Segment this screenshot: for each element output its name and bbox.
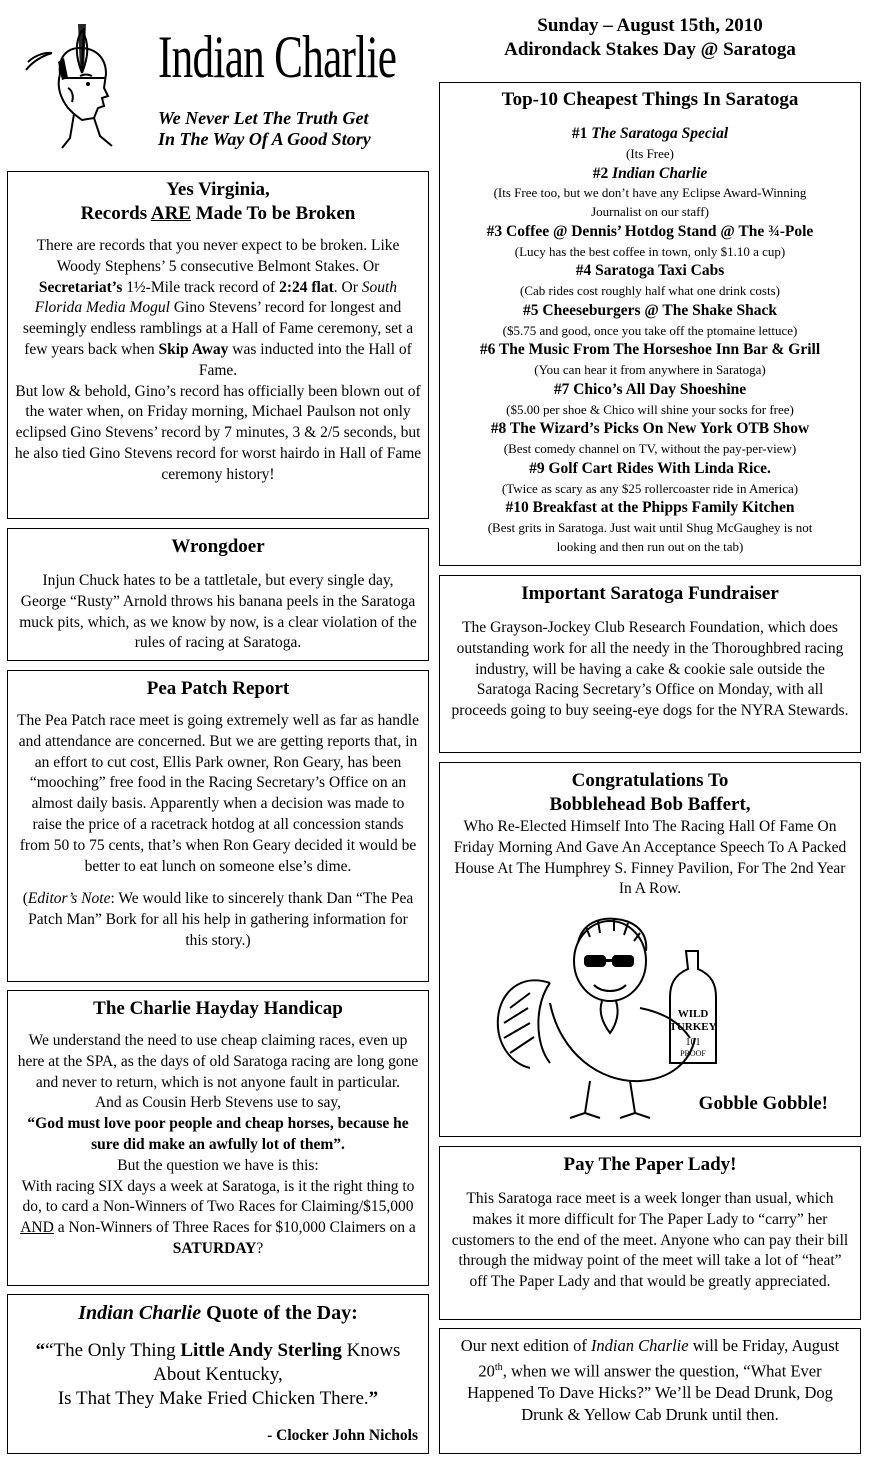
records-body-2: But low & behold, Gino’s record has officially been blown out of the water when, on Friday morning, Michael Paulson not only eclipsed Gino Stevens’ record by 7 minutes, 3 & 2/5 seconds, but he also tied Gino Stevens record for worst hairdo in Hall of Fame ceremony history! [14,382,422,483]
hayday-p4: With racing SIX days a week at Saratoga, is it the right thing to do, to card a Non-Winners of Two Races for Claiming/$15,000 AND a Non-Winners of Three Races for $10,000 Claimers on a SATURDAY? [20,1177,416,1257]
top10-item-note: ($5.00 per shoe & Chico will shine your socks for free) [506,401,794,417]
bottle-label-1: WILD [677,1008,709,1020]
paper-lady-title: Pay The Paper Lady! [563,1154,737,1175]
bottle-label-3: 101 [685,1037,701,1048]
top10-article [439,82,861,566]
quote-of-the-day [7,1294,429,1454]
congrats-body: Who Re-Elected Himself Into The Racing Hall Of Fame On Friday Morning And Gave An Acceptance Speech To A Packed House At The Humphrey S. Finney Pavilion, For The 2nd Year In A Row. [453,818,847,898]
dateline-event: Adirondack Stakes Day @ Saratoga [504,38,796,60]
congrats-article [439,762,861,1137]
top10-item-note: (Cab rides cost roughly half what one drink costs) [520,283,780,298]
masthead-title: Indian Charlie [158,24,397,90]
pea-patch-editor-note: (Editor’s Note: We would like to sincerely thank Dan “The Pea Patch Man” Bork for all his help in gathering information for this story.) [22,890,414,949]
records-article [7,171,429,519]
wrongdoer-title: Wrongdoer [171,536,265,557]
records-body: There are records that you never expect to be broken. Like Woody Stephens’ 5 consecutive Belmont Stakes. Or Secretariat’s 1½-Mile track record of 2:24 flat. Or South Florida Media Mogul Gino Stevens’ record for longest and seemingly endless ramblings at a Hall of Fame ceremony, set a few years back when Skip Away was inducted into the Hall of Fame. [22,237,414,379]
wrongdoer-article [7,528,429,661]
top10-item-8: #8 The Wizard’s Picks On New York OTB Show [490,420,810,438]
top10-item-4: #4 Saratoga Taxi Cabs [575,262,725,280]
top10-list [444,124,856,556]
top10-item-3: #3 Coffee @ Dennis’ Hotdog Stand @ The ¾-Pole [486,222,814,240]
top10-item-note: (Best comedy channel on TV, without the pay-per-view) [503,441,797,456]
hayday-article [7,990,429,1286]
wrongdoer-body: Injun Chuck hates to be a tattletale, but every single day, George “Rusty” Arnold throws his banana peels in the Saratoga muck pits, which, as we know by now, is a clear violation of the rules of racing at Saratoga. [19,572,417,652]
top10-item-1: #1 The Saratoga Special [571,125,729,142]
top10-item-note: (Best grits in Saratoga. Just wait until Shug McGaughey is not looking and then run out on the tab) [487,520,813,554]
hayday-p1: We understand the need to use cheap claiming races, even up here at the SPA, as the days of old Saratoga racing are long gone and never to return, which is not anyone fault in particular. [17,1032,419,1091]
masthead-tagline [158,108,371,150]
top10-item-6: #6 The Music From The Horseshoe Inn Bar & Grill [479,341,821,359]
dateline-date: Sunday – August 15th, 2010 [537,15,763,36]
top10-item-note: (Lucy has the best coffee in town, only $1.10 a cup) [514,243,786,259]
bottle-label-2: TURKEY [669,1021,717,1033]
top10-item-7: #7 Chico’s All Day Shoeshine [553,380,747,398]
dateline [440,14,860,61]
top10-item-note: (Its Free too, but we don’t have any Eclipse Award-Winning Journalist on our staff) [493,185,807,219]
top10-item-note: (You can hear it from anywhere in Saratoga) [534,362,766,377]
hayday-p3: But the question we have is this: [117,1156,319,1174]
quote-text: ““The Only Thing Little Andy Sterling Knows About Kentucky, Is That They Make Fried Chicken There.” [35,1340,401,1409]
top10-item-note: ($5.75 and good, once you take off the ptomaine lettuce) [502,322,798,338]
pea-patch-body: The Pea Patch race meet is going extremely well as far as handle and attendance are concerned. But we are getting reports that, in an effort to cut cost, Ellis Park owner, Ron Geary, has been “mooching” free food in the Racing Secretary’s Office on an almost daily basis. Apparently when a decision was made to raise the price of a racetrack hotdog at all concession stands from 50 to 75 cents, that’s when Ron Geary decided it would be better to eat lunch on someone else’s dime. [17,712,419,875]
quote-title: Indian Charlie Quote of the Day: [78,1302,358,1324]
top10-item-10: #10 Breakfast at the Phipps Family Kitchen [505,499,795,517]
fundraiser-title: Important Saratoga Fundraiser [521,583,779,604]
fundraiser-article [439,575,861,753]
top10-item-2: #2 Indian Charlie [592,164,708,182]
next-edition-body: Our next edition of Indian Charlie will be Friday, August 20th, when we will answer the question, “What Ever Happened To Dave Hicks?” We’ll be Dead Drunk, Dog Drunk & Yellow Cab Drunk until then. [460,1336,840,1424]
top10-item-9: #9 Golf Cart Rides With Linda Rice. [529,459,771,477]
pea-patch-article [7,670,429,982]
indian-chief-logo [22,18,152,158]
quote-attribution: - Clocker John Nichols [267,1427,418,1444]
records-title: Yes Virginia, Records ARE Made To be Broken [80,179,356,224]
baffert-turkey-cartoon [490,913,760,1123]
top10-item-note: (Twice as scary as any $25 rollercoaster ride in America) [501,480,799,496]
masthead [0,0,430,165]
hayday-title: The Charlie Hayday Handicap [93,998,343,1019]
pea-patch-title: Pea Patch Report [146,678,290,699]
congrats-title: Congratulations To Bobblehead Bob Baffert, [549,770,751,815]
tagline-line-1: We Never Let The Truth Get [158,108,369,128]
hayday-p2: And as Cousin Herb Stevens use to say, [94,1094,342,1112]
top10-title: Top-10 Cheapest Things In Saratoga [501,89,799,110]
bottle-label-4: PROOF [680,1049,706,1058]
paper-lady-article [439,1146,861,1320]
tagline-line-2: In The Way Of A Good Story [158,129,371,149]
hayday-quote: “God must love poor people and cheap horses, because he sure did make an awfully lot of them”. [27,1115,409,1153]
top10-item-note: (Its Free) [625,145,674,161]
paper-lady-body: This Saratoga race meet is a week longer than usual, which makes it more difficult for The Paper Lady to “carry” her customers to the end of the meet. Anyone who can pay their bill through the midway point of the meet will take a lot of “heat” off The Paper Lady and that would be greatly appreciated. [451,1190,849,1291]
next-edition-notice [439,1328,861,1454]
congrats-caption: Gobble Gobble! [698,1093,828,1114]
top10-item-5: #5 Cheeseburgers @ The Shake Shack [523,301,777,319]
fundraiser-body: The Grayson-Jockey Club Research Foundation, which does outstanding work for all the needy in the Thoroughbred racing industry, will be having a cake & cookie sale outside the Saratoga Racing Secretary’s Office on Monday, with all proceeds going to buy seeing-eye dogs for the NYRA Stewards. [451,619,849,720]
